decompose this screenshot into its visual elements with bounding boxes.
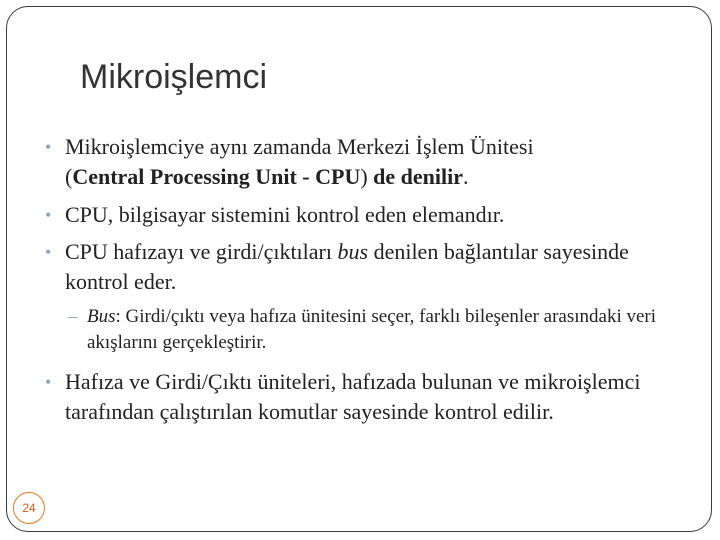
sub-bullet-italic-text: Bus — [87, 306, 116, 327]
bullet-text: Hafıza ve Girdi/Çıktı üniteleri, hafızada bulunan ve mikroişlemci tarafından çalıştırılan komutlar sayesinde kontrol edilir. — [65, 369, 641, 424]
bullet-icon: • — [45, 137, 52, 157]
bullet-italic-text: bus — [337, 239, 369, 264]
bullet-text — [65, 132, 685, 192]
bullet-text-part: ) — [360, 164, 368, 189]
bullet-text-part: Mikroişlemciye aynı zamanda Merkezi İşlem Ünitesi — [65, 134, 534, 159]
bullet-text-part: ( — [65, 164, 73, 189]
bullet-text-part: denilen bağlantılar sayesinde kontrol eder. — [65, 239, 629, 294]
bullet-item — [45, 200, 685, 230]
dash-icon: – — [68, 306, 78, 327]
bullet-icon: • — [45, 242, 52, 262]
bullet-text — [65, 237, 685, 297]
sub-bullet-item — [68, 304, 688, 356]
slide-title: Mikroişlemci — [80, 58, 267, 96]
sub-bullet-text — [87, 304, 688, 356]
bullet-icon: • — [45, 205, 52, 225]
bullet-bold-text: de denilir — [367, 164, 463, 189]
sub-bullet-text-part: : Girdi/çıktı veya hafıza ünitesini seçer, farklı bileşenler arasındaki veri akışlarını gerçekleştirir. — [87, 306, 657, 353]
bullet-text-part: CPU hafızayı ve girdi/çıktıları — [65, 239, 338, 264]
bullet-item — [45, 132, 685, 192]
bullet-item — [45, 367, 685, 427]
page-number-badge: 24 — [13, 492, 45, 524]
bullet-text-part: . — [463, 164, 469, 189]
bullet-bold-text: Central Processing Unit - CPU — [72, 164, 361, 189]
bullet-icon: • — [45, 372, 52, 392]
bullet-text: CPU, bilgisayar sistemini kontrol eden elemandır. — [65, 202, 505, 227]
bullet-item — [45, 237, 685, 297]
